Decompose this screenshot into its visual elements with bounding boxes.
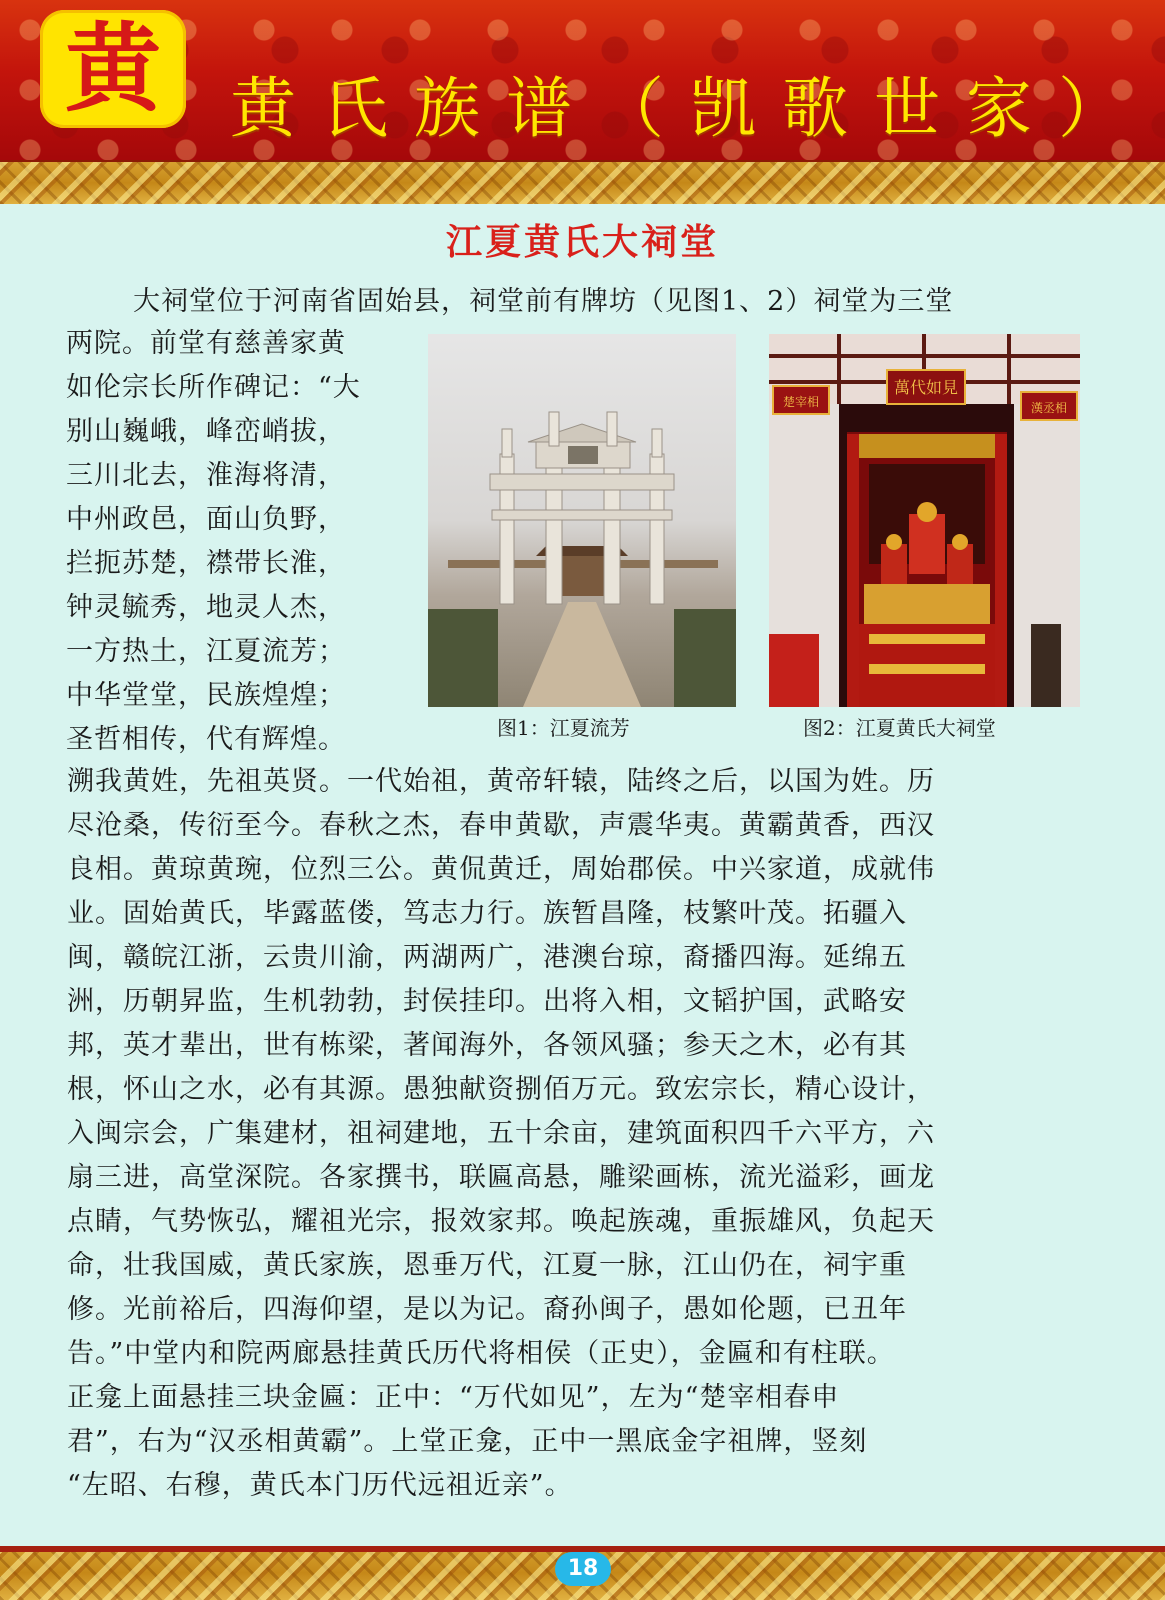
logo-character: 黄	[65, 13, 161, 125]
text-line: 圣哲相传，代有辉煌。	[66, 724, 346, 755]
page-number-badge: 18	[555, 1552, 611, 1586]
text-line: 正龛上面悬挂三块金匾：正中：“万代如见”，左为“楚宰相春申	[67, 1382, 840, 1413]
text-line: 告。”中堂内和院两廊悬挂黄氏历代将相侯（正史），金匾和有柱联。	[67, 1338, 895, 1369]
text-line: 良相。黄琼黄琬，位烈三公。黄侃黄迁，周始郡侯。中兴家道，成就伟	[67, 854, 935, 885]
text-line: 中华堂堂，民族煌煌；	[66, 680, 346, 711]
text-line: 溯我黄姓，先祖英贤。一代始祖，黄帝轩辕，陆终之后，以国为姓。历	[67, 766, 935, 797]
header-ornament-band	[0, 160, 1165, 204]
text-line: “左昭、右穆，黄氏本门历代远祖近亲”。	[67, 1470, 573, 1501]
text-line: 闽，赣皖江浙，云贵川渝，两湖两广，港澳台琼，裔播四海。延绵五	[67, 942, 907, 973]
text-line: 两院。前堂有慈善家黄	[66, 328, 346, 359]
text-line: 如伦宗长所作碑记：“大	[66, 372, 361, 403]
archway-illustration	[428, 334, 736, 707]
text-line: 业。固始黄氏，毕露蓝偻，笃志力行。族暂昌隆，枝繁叶茂。拓疆入	[67, 898, 907, 929]
text-line: 修。光前裕后，四海仰望，是以为记。裔孙闽子，愚如伦题，已丑年	[67, 1294, 907, 1325]
text-line: 点睛，气势恢弘，耀祖光宗，报效家邦。唤起族魂，重振雄风，负起天	[67, 1206, 935, 1237]
figure-shrine-photo	[769, 334, 1080, 707]
narrow-text-column	[66, 322, 411, 762]
text-line: 中州政邑，面山负野，	[66, 504, 346, 535]
shrine-right-plaque: 漢丞相	[1030, 401, 1068, 415]
figure-archway-photo	[428, 334, 736, 707]
text-line: 扇三进，高堂深院。各家撰书，联匾高悬，雕梁画栋，流光溢彩，画龙	[67, 1162, 935, 1193]
body-text	[67, 760, 1097, 1508]
shrine-left-plaque: 楚宰相	[782, 395, 820, 409]
text-line: 拦扼苏楚，襟带长淮，	[66, 548, 346, 579]
text-line: 三川北去，淮海将清，	[66, 460, 346, 491]
logo-badge	[40, 10, 186, 128]
text-line: 尽沧桑，传衍至今。春秋之杰，春申黄歇，声震华夷。黄霸黄香，西汉	[67, 810, 935, 841]
text-line: 根，怀山之水，必有其源。愚独献资捌佰万元。致宏宗长，精心设计，	[67, 1074, 935, 1105]
text-line: 洲，历朝昇监，生机勃勃，封侯挂印。出将入相，文韬护国，武略安	[67, 986, 907, 1017]
shrine-illustration	[769, 334, 1080, 707]
text-line: 钟灵毓秀，地灵人杰，	[66, 592, 346, 623]
header-banner	[0, 0, 1165, 160]
text-line: 入闽宗会，广集建材，祖祠建地，五十余亩，建筑面积四千六平方，六	[67, 1118, 935, 1149]
text-line: 命，壮我国威，黄氏家族，恩垂万代，江夏一脉，江山仍在，祠宇重	[67, 1250, 907, 1281]
text-line: 君”，右为“汉丞相黄霸”。上堂正龛，正中一黑底金字祖牌，竖刻	[67, 1426, 868, 1457]
text-line: 一方热土，江夏流芳；	[66, 636, 346, 667]
page-title: 江夏黄氏大祠堂	[445, 222, 719, 263]
figure-2-caption: 图2：江夏黄氏大祠堂	[803, 716, 996, 740]
shrine-main-plaque: 萬代如見	[893, 378, 959, 397]
text-line: 别山巍峨，峰峦峭拔，	[66, 416, 346, 447]
banner-title: 黄氏族谱（凯歌世家）	[230, 70, 1150, 147]
text-line: 邦，英才辈出，世有栋梁，著闻海外，各领风骚；参天之木，必有其	[67, 1030, 907, 1061]
figure-1-caption: 图1：江夏流芳	[497, 716, 630, 740]
intro-line: 大祠堂位于河南省固始县，祠堂前有牌坊（见图1、2）祠堂为三堂	[133, 286, 954, 317]
